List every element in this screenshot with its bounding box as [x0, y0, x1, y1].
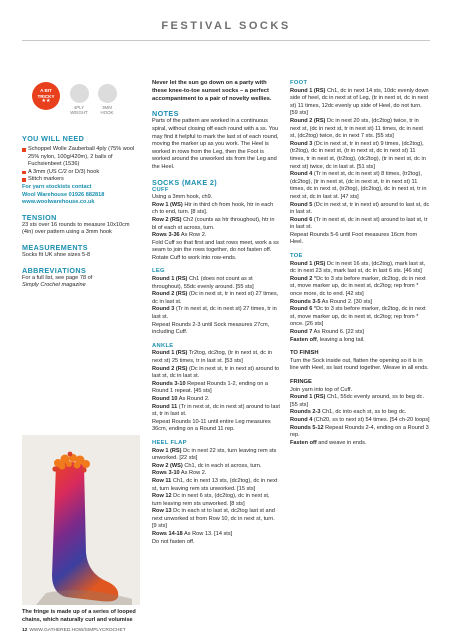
stockist-url[interactable]: www.woolwarehouse.co.uk	[22, 199, 95, 206]
need-item-yarn: Schoppel Wolle Zauberball 4ply (75% wool 25% nylon, 100g/420m), 2 balls of Fuchsienbeet (1536)	[22, 146, 140, 169]
fringe-line-text: (Ch20, ss to next st) 54 times. [54 ch-20 loops]	[312, 416, 430, 423]
tension-heading: TENSION	[22, 212, 57, 222]
badge-text-1: A BIT	[40, 88, 52, 93]
measurements-heading: MEASUREMENTS	[22, 242, 88, 252]
stockist-label: For yarn stockists contact	[22, 183, 92, 190]
heel-line-text: As Row 13. [14 sts]	[182, 531, 233, 538]
sock-illustration	[22, 435, 140, 605]
foot-line	[290, 202, 430, 217]
foot-line-text: Ch1, dc in next 14 sts, 10dc evenly down side of heel, dc in next st of Leg, (tr in next st, dc in next st) 11 times, 12dc evenly up side of Heel, do not turn. [59 sts]	[290, 87, 429, 117]
cuff-line-text: Rotate Cuff to work into row-ends.	[152, 254, 237, 261]
heel-flap-heading: HEEL FLAP	[152, 439, 187, 446]
heel-line	[152, 463, 280, 471]
heel-line-bold: Row 11	[152, 477, 172, 484]
hook-size-label-2: HOOK	[100, 110, 114, 116]
toe-line-text: Dc in next 16 sts, (dc2tog), mark last st, dc in next 23 sts, mark last st, dc in last 6 sts. [46 sts]	[290, 260, 426, 275]
page-footer	[22, 628, 126, 633]
heel-line-bold: Rows 3-10	[152, 470, 180, 477]
toe-line-bold: Round 6	[290, 306, 313, 313]
toe-line-text: *Dc to 3 sts before marker, dc2tog, dc in next st, move marker up, dc in next st, dc2tog; rep from * once more, dc to end. [42 sts]	[290, 275, 426, 298]
need-item-hook: A 3mm (US C/2 or D/3) hook	[22, 169, 140, 177]
ankle-line-bold: Round 1 (RS)	[152, 350, 188, 357]
fringe-line	[290, 425, 430, 440]
abbreviations-heading: ABBREVIATIONS	[22, 265, 87, 275]
fringe-line	[290, 387, 430, 395]
heel-line-text: Ch1, dc in each st across, turn.	[182, 462, 262, 469]
ankle-line	[152, 350, 280, 365]
cuff-line-text: Ch2 (counts as htr throughout), htr in bl of each st across, turn.	[152, 216, 275, 231]
toe-line-text: As Round 2. [30 sts]	[320, 298, 373, 305]
ankle-line-bold: Round 2 (RS)	[152, 365, 188, 372]
socks-heading: SOCKS (MAKE 2)	[152, 177, 218, 187]
leg-line-text: (Tr in next st, dc in next st) 27 times, tr in last st.	[152, 306, 277, 321]
foot-line-bold: Round 3	[290, 140, 313, 147]
ankle-line-text: As Round 2.	[177, 395, 210, 402]
photo-caption: The fringe is made up of a series of looped chains, which naturally curl and volumise	[22, 609, 136, 623]
heel-line-text: Ch1, dc in next 13 sts, (dc2tog), dc in next st, turn leaving rem sts unworked. [15 sts]	[152, 477, 278, 492]
fringe-line-bold: Rounds 5-12	[290, 424, 324, 431]
heel-line	[152, 508, 280, 531]
cuff-line	[152, 202, 280, 217]
leg-line-bold: Round 2 (RS)	[152, 291, 188, 298]
leg-line	[152, 276, 280, 291]
heel-line	[152, 531, 280, 539]
heel-line	[152, 470, 280, 478]
leg-heading: LEG	[152, 268, 165, 275]
heel-line-bold: Row 2 (WS)	[152, 462, 183, 469]
fringe-line	[290, 409, 430, 417]
yarn-weight-spec	[66, 84, 92, 116]
cuff-line-text: Fold Cuff so that first and last rows meet, work a ss seam to join the rows together, do not fasten off.	[152, 239, 279, 254]
fringe-line-bold: Round 4	[290, 416, 313, 423]
heel-line-bold: Row 12	[152, 493, 172, 500]
yarn-weight-label-1: 4PLY	[73, 105, 85, 110]
to-finish-heading: TO FINISH	[290, 350, 319, 357]
page-header	[0, 0, 452, 44]
ankle-line-bold: Round 10	[152, 395, 178, 402]
to-finish-text: Turn the Sock inside out, flatten the opening so it is in line with Heel, ss last round together. Weave in all ends.	[290, 357, 429, 372]
leg-line-text: Ch1 (does not count as st throughout), 55dc evenly around. [55 sts]	[152, 276, 254, 290]
fringe-line-text: Ch1, 55dc evenly around, ss to beg dc. [55 sts]	[290, 394, 425, 408]
page-number: 12	[22, 628, 28, 633]
ankle-line-bold: Round 11	[152, 403, 178, 410]
pattern-column-right	[290, 80, 430, 447]
fringe-line-bold: Rounds 2-3	[290, 409, 321, 416]
ankle-line-text: (Tr in next st, dc in next st) around to last st, tr in last st.	[152, 403, 280, 418]
foot-line	[290, 88, 430, 118]
fringe-line-text: Ch1, dc into each st, ss to beg dc.	[320, 409, 407, 416]
leg-line-text: (Dc in next st, tr in next st) 27 times, dc in last st.	[152, 291, 279, 305]
stockist-name: Wool Warehouse 01926 882818	[22, 191, 105, 198]
intro-text: Never let the sun go down on a party with these knee-to-toe sunset socks – a perfect accompaniment to a pair of novelty wellies.	[152, 80, 272, 102]
toe-line	[290, 299, 430, 307]
ankle-line-text: Tr2tog, dc2tog, (tr in next st, dc in next st) 25 times, tr in last st. [53 sts]	[152, 350, 273, 365]
heel-line-text: Dc in next 22 sts, turn leaving rem sts unworked. [22 sts]	[152, 447, 277, 462]
badge-stars: ★★	[41, 98, 51, 105]
ankle-line-text: Repeat Rounds 10-11 until entire Leg measures 36cm, ending on a Round 11 rep.	[152, 418, 271, 433]
heel-line	[152, 539, 280, 547]
foot-line	[290, 141, 430, 171]
heel-line	[152, 478, 280, 493]
toe-line	[290, 337, 430, 345]
ankle-line-text: Repeat Rounds 1-2, ending on a Round 1 repeat. [45 sts]	[152, 380, 268, 395]
notes-text: Parts of the pattern are worked in a continuous spiral, without closing off each round with a ss. You may find it helpful to mark the last st of each round, moving the marker up as you work. The Heel is worked in rows from the Leg, then the Foot is worked around the unworked sts from the Leg and the Heel.	[152, 118, 279, 170]
footer-url[interactable]: WWW.GATHERED.HOW/SIMPLYCROCHET	[29, 628, 126, 633]
fringe-line-bold: Round 1 (RS)	[290, 394, 326, 401]
ankle-line-text: (Dc in next st, tr in next st) around to last st, dc in last st.	[152, 365, 280, 380]
toe-line-text: , leaving a long tail.	[316, 336, 365, 343]
foot-line-bold: Round 2 (RS)	[290, 117, 326, 124]
heel-line-text: Do not fasten off.	[152, 538, 195, 545]
ankle-heading: ANKLE	[152, 342, 174, 349]
notes-heading: NOTES	[152, 109, 179, 119]
sock-photo	[22, 435, 140, 605]
foot-line	[290, 118, 430, 141]
tension-text: 23 sts over 16 rounds to measure 10x10cm (4in) over pattern using a 3mm hook	[22, 221, 130, 236]
abbreviations-text: For a full list, see page 78 of	[22, 274, 93, 281]
heel-line-text: As Row 2.	[179, 470, 207, 477]
heel-line	[152, 448, 280, 463]
fringe-line	[290, 394, 430, 409]
cuff-line	[152, 194, 280, 202]
toe-line	[290, 261, 430, 276]
leg-line	[152, 322, 280, 337]
foot-line	[290, 217, 430, 232]
pattern-column-middle	[152, 80, 280, 546]
ankle-line	[152, 404, 280, 419]
toe-line	[290, 306, 430, 329]
ankle-line	[152, 366, 280, 381]
ankle-line	[152, 381, 280, 396]
cuff-line-bold: Rows 3-36	[152, 232, 180, 239]
foot-line-text: (Dc in next st, tr in next st) 9 times, (dc2tog), (tr2tog), dc in next st, (tr in next st, dc in next st) 11 times, tr in next st, (tr2tog), (dc2tog), (tr in next st, dc in next st) twice, dc in last st. [51 sts]	[290, 140, 426, 170]
heel-line	[152, 493, 280, 508]
fringe-line-text: Repeat Rounds 2-4, ending on a Round 3 rep.	[290, 424, 429, 439]
toe-line-bold: Rounds 3-5	[290, 298, 321, 305]
header-rule	[22, 40, 430, 41]
yarn-weight-label-2: WEIGHT	[70, 110, 88, 116]
hook-size-spec	[94, 84, 120, 116]
foot-line-bold: Round 4	[290, 171, 313, 178]
need-item-markers: Stitch markers	[22, 176, 140, 184]
heel-line-text: Dc in next 6 sts, (dc2tog), dc in next st, turn leaving rem sts unworked. [8 sts]	[152, 493, 270, 507]
toe-line-bold: Round 2	[290, 275, 313, 282]
cuff-line	[152, 255, 280, 263]
toe-heading: TOE	[290, 253, 303, 260]
toe-line-bold: Round 7	[290, 329, 313, 335]
leg-line-text: Repeat Rounds 2-3 until Sock measures 27cm, including Cuff.	[152, 321, 270, 336]
leg-line	[152, 306, 280, 321]
difficulty-badge-icon	[32, 82, 60, 110]
fringe-line-text: and weave in ends.	[316, 439, 367, 446]
toe-line	[290, 329, 430, 337]
hook-size-label-1: 3MM	[102, 105, 112, 110]
toe-line-text: *Dc to 3 sts before marker, dc2tog, dc in next st, move marker up, dc in next st, dc2tog; rep from * once. [26 sts]	[290, 306, 426, 328]
yarn-weight-icon	[70, 84, 89, 103]
heel-line-text: Dc in each st to last st, dc2tog last st and next unworked st from Row 10, dc in next st, turn. [9 sts]	[152, 508, 275, 530]
foot-line-bold: Round 5	[290, 201, 313, 208]
heel-line-bold: Row 13	[152, 508, 172, 515]
fringe-line	[290, 440, 430, 448]
heel-line-bold: Row 1 (RS)	[152, 447, 182, 454]
foot-line-text: (Tr in next st, dc in next st) 8 times, (tr2tog), (dc2tog), (tr in next st, (dc in next st, tr in next st) 11 times, dc in next st, (tr2tog), (dc2tog), dc in next st, tr in next st, dc in last st. [47 sts]	[290, 171, 427, 200]
foot-line	[290, 232, 430, 247]
cuff-line-bold: Row 2 (RS)	[152, 216, 182, 223]
cuff-heading: CUFF	[152, 186, 169, 193]
foot-line-bold: Round 1 (RS)	[290, 87, 326, 94]
cuff-line-bold: Row 1 (WS)	[152, 201, 183, 208]
cuff-line	[152, 217, 280, 232]
page-title: FESTIVAL SOCKS	[161, 20, 291, 32]
measurements-text: Socks fit UK shoe sizes 5-8	[22, 251, 91, 258]
you-will-need-heading: YOU WILL NEED	[22, 134, 85, 143]
toe-line-text: As Round 6. [22 sts]	[312, 329, 364, 335]
fringe-line-text: Join yarn into top of Cuff.	[290, 386, 353, 393]
toe-line-bold: Round 1 (RS)	[290, 260, 326, 267]
abbreviations-magazine: Simply Crochet magazine	[22, 282, 86, 289]
ankle-line-bold: Rounds 3-10	[152, 380, 186, 387]
cuff-line	[152, 240, 280, 255]
cuff-line-text: Htr in third ch from hook, htr in each ch to end, turn. [8 sts].	[152, 201, 274, 216]
foot-line-bold: Round 6	[290, 216, 313, 223]
cuff-line	[152, 232, 280, 240]
ankle-line	[152, 419, 280, 434]
heel-line-bold: Rows 14-18	[152, 531, 183, 538]
fringe-heading: FRINGE	[290, 378, 312, 385]
cuff-line-text: As Row 2.	[179, 232, 207, 239]
leg-line-bold: Round 3	[152, 306, 175, 313]
fringe-line-bold: Fasten off	[290, 439, 317, 446]
foot-heading: FOOT	[290, 80, 308, 86]
toe-line-bold: Fasten off	[290, 336, 317, 343]
leg-line-bold: Round 1 (RS)	[152, 276, 188, 283]
hook-size-icon	[98, 84, 117, 103]
foot-line-text: (Dc in next st, tr in next st) around to last st, dc in last st.	[290, 201, 430, 216]
foot-line-text: Repeat Rounds 5-6 until Foot measures 16cm from Heel.	[290, 231, 418, 246]
foot-line-text: (Tr in next st, dc in next st) around to last st, tr in last st.	[290, 216, 428, 231]
ankle-line	[152, 396, 280, 404]
toe-line	[290, 276, 430, 299]
materials-column	[22, 134, 140, 290]
leg-line	[152, 291, 280, 306]
badge-text-2: TRICKY	[37, 93, 55, 99]
foot-line	[290, 171, 430, 201]
foot-line-text: Dc in next 20 sts, (dc2tog) twice, tr in next st, (dc in next st, tr in next st) 11 times, dc in next st, (dc2tog) twice, dc in next 7 sts. [55 sts]	[290, 117, 423, 140]
fringe-line	[290, 417, 430, 425]
cuff-line-text: Using a 3mm hook, ch9.	[152, 194, 213, 201]
